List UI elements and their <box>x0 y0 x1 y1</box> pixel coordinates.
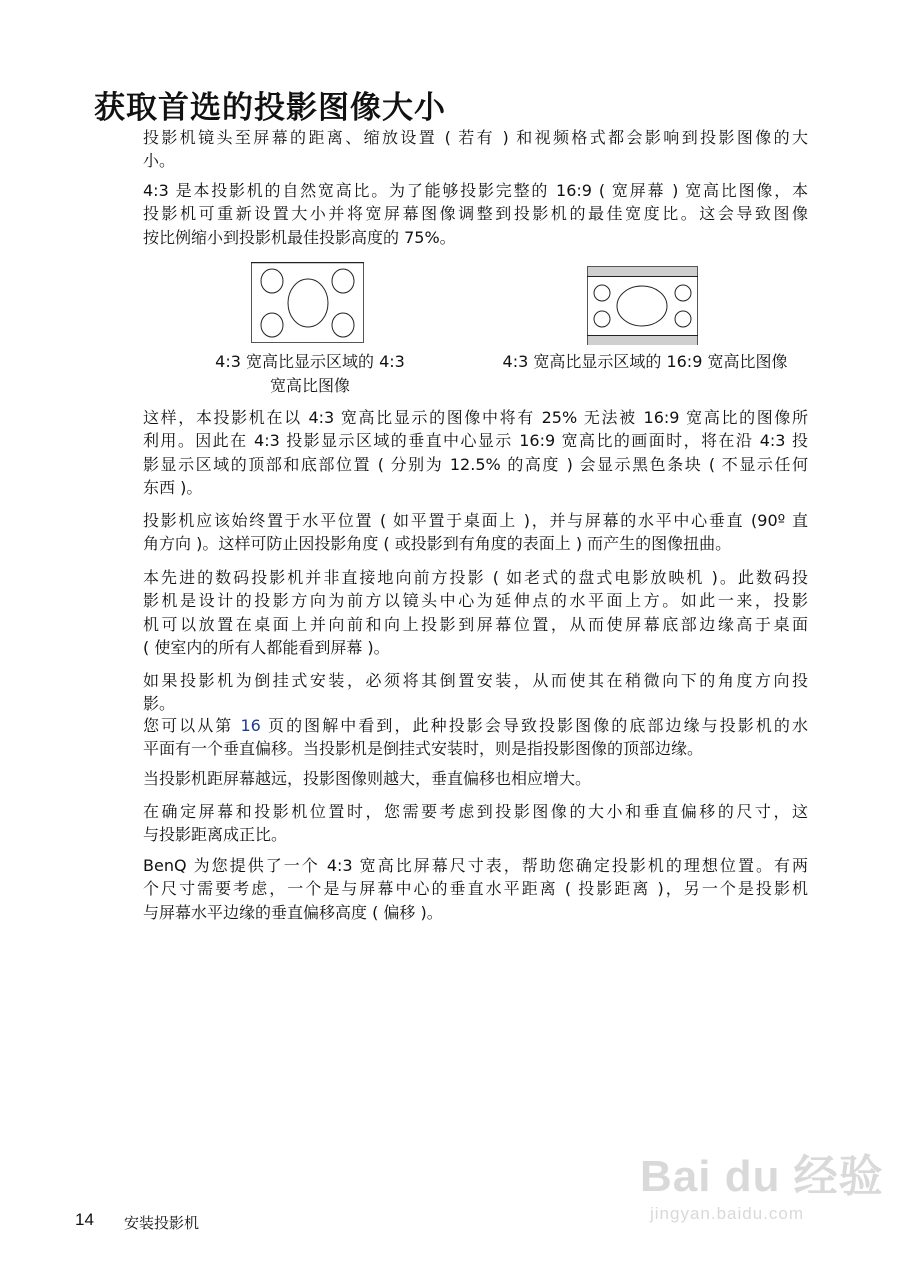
text: 页的图解中看到，此种投影会导致投影图像的底部边缘与投影机的水 <box>260 716 808 735</box>
text-line: 按比例缩小到投影机最佳投影高度的 75%。 <box>143 227 456 247</box>
paragraph <box>143 126 808 173</box>
text-line: 本先进的数码投影机并非直接地向前方投影 ( 如老式的盘式电影放映机 )。此数码投 <box>143 568 808 587</box>
figure-16-9-in-4-3 <box>587 266 699 346</box>
section-title: 安装投影机 <box>124 1214 200 1232</box>
text-line: 当投影机距屏幕越远，投影图像则越大，垂直偏移也相应增大。 <box>143 769 592 788</box>
paragraph <box>143 800 808 847</box>
text-line: 投影机应该始终置于水平位置 ( 如平置于桌面上 )，并与屏幕的水平中心垂直 (90º 直 <box>143 511 808 530</box>
text-line: 这样，本投影机在以 4:3 宽高比显示的图像中将有 25% 无法被 16:9 宽高比的图像所 <box>143 408 808 427</box>
paragraph <box>143 406 808 499</box>
figure-caption-left <box>190 350 430 398</box>
text-line: 投影机镜头至屏幕的距离、缩放设置 ( 若有 ) 和视频格式都会影响到投影图像的大 <box>143 128 808 147</box>
text-line: 小。 <box>143 151 176 171</box>
text: 您可以从第 <box>143 716 241 735</box>
page-title: 获取首选的投影图像大小 <box>94 90 446 126</box>
text-line: 角方向 )。这样可防止因投影角度 ( 或投影到有角度的表面上 ) 而产生的图像扭曲。 <box>143 534 732 554</box>
text-line: 平面有一个垂直偏移。当投影机是倒挂式安装时，则是指投影图像的顶部边缘。 <box>143 739 704 759</box>
paragraph <box>143 767 808 790</box>
text-line: 利用。因此在 4:3 投影显示区域的垂直中心显示 16:9 宽高比的画面时，将在沿 4:3 投 <box>143 431 808 451</box>
figure-4-3-in-4-3 <box>251 262 365 344</box>
paragraph <box>143 509 808 556</box>
watermark-url: jingyan.baidu.com <box>650 1204 805 1223</box>
text-line: 个尺寸需要考虑，一个是与屏幕中心的垂直水平距离 ( 投影距离 )，另一个是投影机 <box>143 879 808 899</box>
text-line: 在确定屏幕和投影机位置时，您需要考虑到投影图像的大小和垂直偏移的尺寸，这 <box>143 802 808 821</box>
paragraph <box>143 179 808 249</box>
paragraph <box>143 566 808 659</box>
paragraph-with-link <box>143 714 808 761</box>
text-line: 如果投影机为倒挂式安装，必须将其倒置安装，从而使其在稍微向下的角度方向投 <box>143 671 808 690</box>
text-line: 影显示区域的顶部和底部位置 ( 分别为 12.5% 的高度 ) 会显示黑色条块 ( 不显示任何 <box>143 454 808 474</box>
text-line: 影机是设计的投影方向为前方以镜头中心为延伸点的水平面上方。如此一来，投影 <box>143 591 808 611</box>
baidu-jingyan-watermark <box>640 1140 884 1224</box>
watermark-logo: Bai du 经验 <box>640 1152 884 1201</box>
text-line: ( 使室内的所有人都能看到屏幕 )。 <box>143 637 390 657</box>
figure-caption-right: 4:3 宽高比显示区域的 16:9 宽高比图像 <box>502 352 788 371</box>
text-line: 4:3 是本投影机的自然宽高比。为了能够投影完整的 16:9 ( 宽屏幕 ) 宽高比图像，本 <box>143 181 808 200</box>
paragraph <box>143 854 808 924</box>
page-16-link[interactable]: 16 <box>240 716 261 735</box>
paragraph <box>143 669 808 716</box>
page-number: 14 <box>75 1210 94 1229</box>
caption-line: 4:3 宽高比显示区域的 4:3 <box>215 352 405 371</box>
text-line: 与屏幕水平边缘的垂直偏移高度 ( 偏移 )。 <box>143 902 443 922</box>
text-line: 机可以放置在桌面上并向前和向上投影到屏幕位置，从而使屏幕底部边缘高于桌面 <box>143 614 808 634</box>
text-line: BenQ 为您提供了一个 4:3 宽高比屏幕尺寸表，帮助您确定投影机的理想位置。有两 <box>143 856 808 875</box>
text-line: 投影机可重新设置大小并将宽屏幕图像调整到投影机的最佳宽度比。这会导致图像 <box>143 204 808 224</box>
text-line: 与投影距离成正比。 <box>143 825 288 845</box>
caption-line: 宽高比图像 <box>269 376 350 395</box>
text-line: 东西 )。 <box>143 477 203 497</box>
text-line: 影。 <box>143 694 176 714</box>
